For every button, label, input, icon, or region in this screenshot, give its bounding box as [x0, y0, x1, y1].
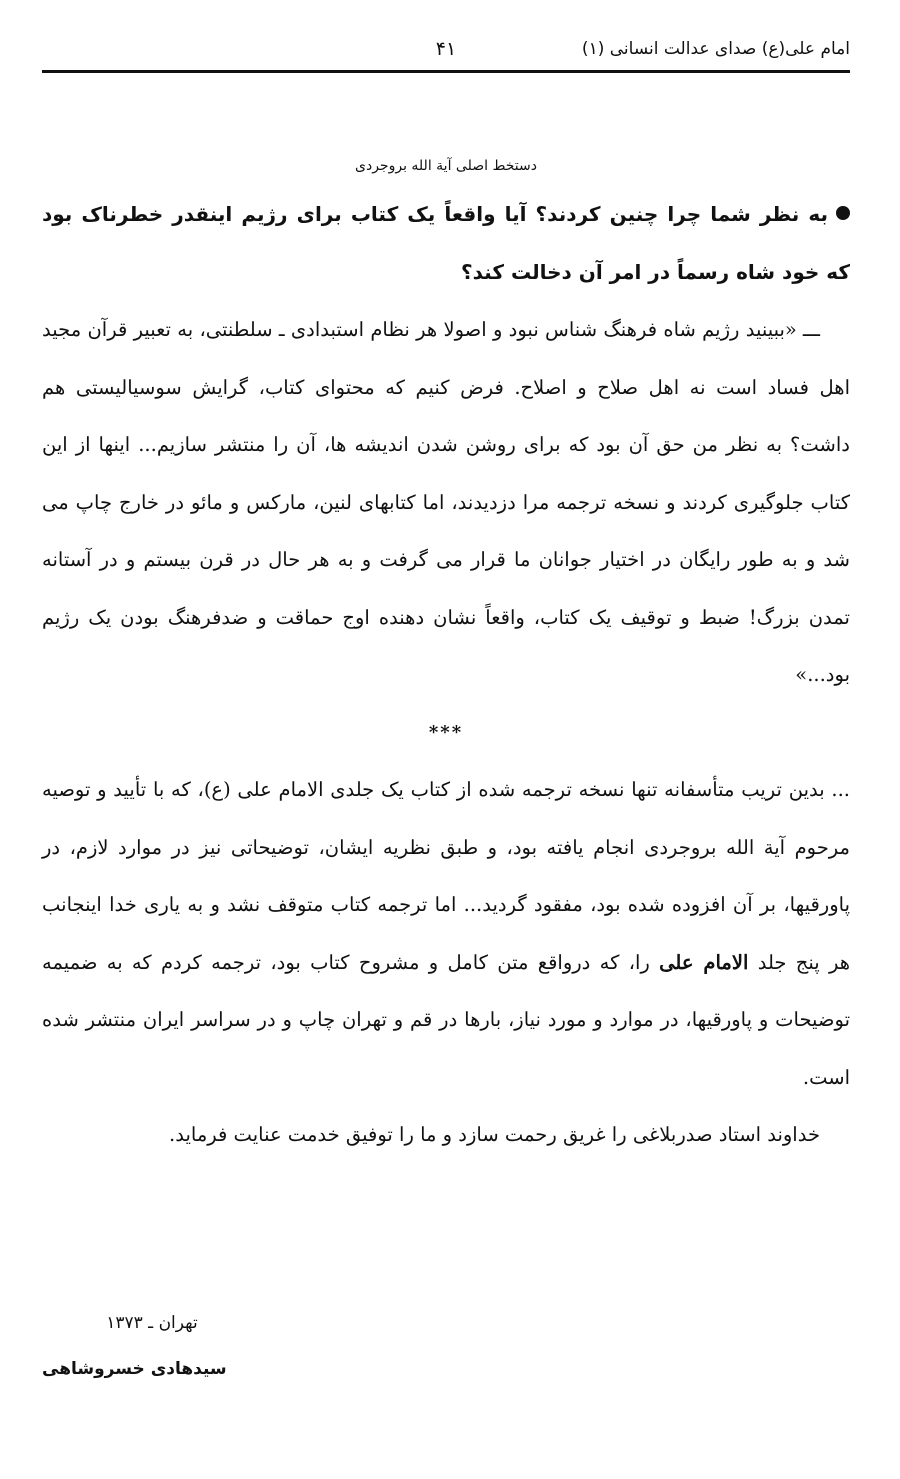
closing-prayer: خداوند استاد صدربلاغی را غریق رحمت سازد و ما را توفیق خدمت عنایت فرماید. — [169, 1123, 820, 1146]
running-title: امام علی(ع) صدای عدالت انسانی (۱) — [581, 39, 850, 59]
narrative-paragraph — [42, 761, 850, 1106]
book-title: الامام علی — [659, 950, 749, 974]
body-text — [42, 186, 850, 1164]
running-header — [42, 34, 850, 74]
interview-answer — [42, 301, 850, 704]
question-text: به نظر شما چرا چنین کردند؟ آیا واقعاً یک کتاب برای رژیم اینقدر خطرناک بود که خود شاه رسماً در امر آن دخالت کند؟ — [42, 202, 850, 284]
place-date: تهران ـ ۱۳۷۳ — [106, 1313, 198, 1333]
image-caption: دستخط اصلی آیة الله بروجردی — [355, 158, 537, 174]
answer-dash: ـــ — [802, 318, 820, 341]
bullet-icon — [836, 206, 850, 220]
book-page — [42, 0, 850, 1479]
author-signature: سیدهادی خسروشاهی — [42, 1359, 227, 1379]
interview-question — [42, 186, 850, 301]
section-separator: *** — [428, 721, 464, 743]
narrative-text-2: را، که درواقع متن کامل و مشروح کتاب بود، ترجمه کردم که به ضمیمه توضیحات و پاورقیها، در موارد و مورد نیاز، بارها در قم و تهران چاپ و در سراسر ایران منتشر شده است. — [42, 950, 850, 1089]
narrative-text-1: ... بدین تریب متأسفانه تنها نسخه ترجمه شده از کتاب یک جلدی الامام علی (ع)، که با تأیید و توصیه مرحوم آیة الله بروجردی انجام یافته بود، و طبق نظریه ایشان، توضیحاتی نیز در موارد لازم، در پاورقیها، بر آن افزوده شده بود، مفقود گردید... اما ترجمه کتاب متوقف نشد و به یاری خدا اینجانب هر پنج جلد — [42, 778, 851, 974]
answer-text: «ببینید رژیم شاه فرهنگ شناس نبود و اصولا هر نظام استبدادی ـ سلطنتی، به تعبیر قرآن مجید اهل فساد است نه اهل صلاح و اصلاح. فرض کنیم که محتوای کتاب، گرایش سوسیالیستی هم داشت؟ به نظر من حق آن بود که برای روشن شدن اندیشه ها، آن را منتشر سازیم... اینها از این کتاب جلوگیری کردند و نسخه ترجمه مرا دزدیدند، اما کتابهای لنین، مارکس و مائو در خارج چاپ می شد و به طور رایگان در اختیار جوانان ما قرار می گرفت و به هر حال در قرن بیستم و در آستانه تمدن بزرگ! ضبط و توقیف یک کتاب، واقعاً نشان دهنده اوج حماقت و ضدفرهنگ بودن یک رژیم بود...» — [42, 318, 850, 686]
header-rule — [42, 70, 850, 73]
page-number: ۴۱ — [435, 38, 457, 60]
